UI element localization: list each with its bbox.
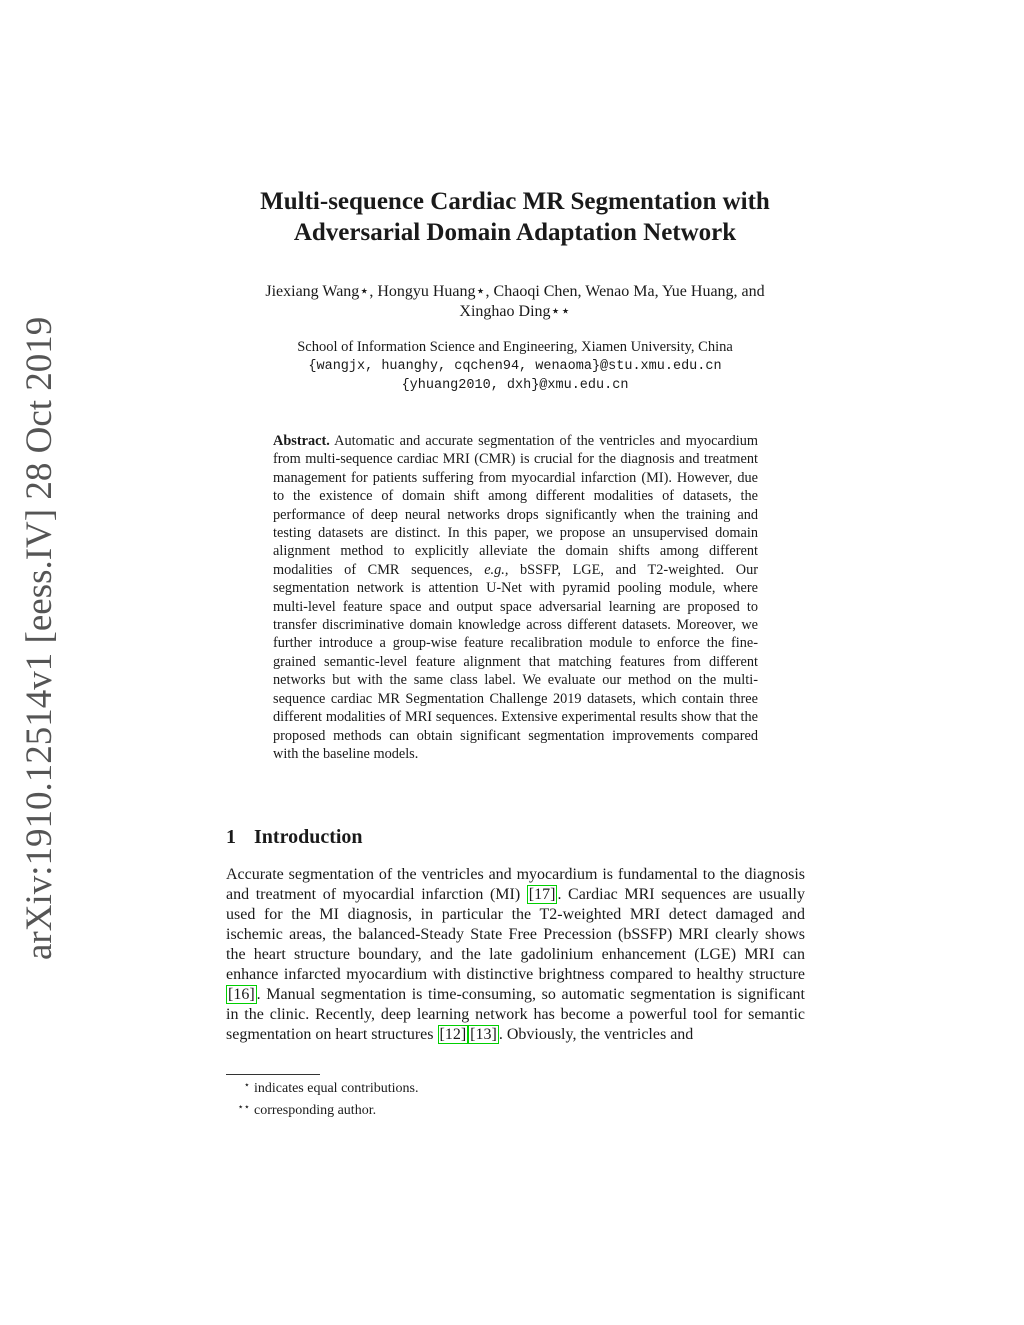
author-list [222,282,808,322]
abstract-eg: e.g., [484,561,509,578]
email-line-1: {wangjx, huanghy, cqchen94, wenaoma}@stu.xmu.edu.cn [308,359,722,374]
footnote-2-mark: ⋆⋆ [237,1102,250,1113]
affiliation-block [222,338,808,395]
introduction-paragraph [226,865,805,1045]
title-line-2: Adversarial Domain Adaptation Network [293,219,737,246]
footnote-1 [226,1076,418,1098]
section-title: Introduction [254,826,363,848]
intro-text-2: . Cardiac MRI sequences are usually used for the MI diagnosis, in particular the T2-weighted MRI detect damaged and ischemic areas, the balanced-Steady State Free Precession (bSSFP) MRI clearly shows the heart structure boundary, and the late gadolinium enhancement (LGE) MRI can enhance infarcted myocardium with distinctive brightness compared to healthy structure [226,886,805,983]
abstract-label: Abstract. [273,433,330,449]
arxiv-identifier: arXiv:1910.12514v1 [eess.IV] 28 Oct 2019 [19,316,60,960]
intro-text-3: . Manual segmentation is time-consuming, so automatic segmentation is significant in the clinic. Recently, deep learning network has become a powerful tool for semantic segmentation on heart structures [226,986,805,1043]
footnote-1-mark: ⋆ [243,1080,250,1091]
section-heading [226,826,363,849]
citation-link-16[interactable]: [16] [228,986,255,1003]
paper-title [200,186,830,248]
citation-link-17[interactable]: [17] [528,886,556,903]
citation-link-13[interactable]: [13] [470,1026,497,1043]
abstract-text-part-2: bSSFP, LGE, and T2-weighted. Our segmentation network is attention U-Net with pyramid pooling module, where multi-level feature space and output space adversarial learning are proposed to transfer discriminative domain knowledge across different datasets. Moreover, we further introduce a group-wise feature recalibration module to enforce the fine-grained semantic-level feature alignment that matching features from different networks but with the same class label. We evaluate our method on the multi-sequence cardiac MR Segmentation Challenge 2019 datasets, which contain three different modalities of MRI sequences. Extensive experimental results show that the proposed methods can obtain significant segmentation improvements compared with the baseline models. [273,561,758,762]
section-number: 1 [226,826,236,848]
intro-text-4: . Obviously, the ventricles and [498,1026,694,1043]
citation-link-12[interactable]: [12] [439,1026,467,1043]
footnote-rule [226,1074,320,1075]
footnotes [226,1076,418,1120]
abstract [273,432,758,763]
footnote-1-text: indicates equal contributions. [254,1081,419,1096]
email-line-2: {yhuang2010, dxh}@xmu.edu.cn [401,378,629,393]
intro-text-1: Accurate segmentation of the ventricles and myocardium is fundamental to the diagnosis and treatment of myocardial infarction (MI) [226,866,805,903]
authors-line-1: Jiexiang Wang⋆, Hongyu Huang⋆, Chaoqi Chen, Wenao Ma, Yue Huang, and [265,283,765,300]
abstract-text-part-1: Automatic and accurate segmentation of the ventricles and myocardium from multi-sequence cardiac MRI (CMR) is crucial for the diagnosis and treatment management for patients suffering from myocardial infarction (MI). However, due to the existence of domain shift among different modalities of datasets, the performance of deep neural networks drops significantly when the training and testing datasets are distinct. In this paper, we propose an unsupervised domain alignment method to explicitly alleviate the domain shifts among different modalities of CMR sequences, [273,433,758,578]
footnote-2-text: corresponding author. [254,1103,377,1118]
title-line-1: Multi-sequence Cardiac MR Segmentation with [260,188,770,215]
footnote-2 [226,1098,418,1120]
authors-line-2: Xinghao Ding⋆⋆ [459,303,571,320]
affiliation: School of Information Science and Engineering, Xiamen University, China [297,339,733,355]
